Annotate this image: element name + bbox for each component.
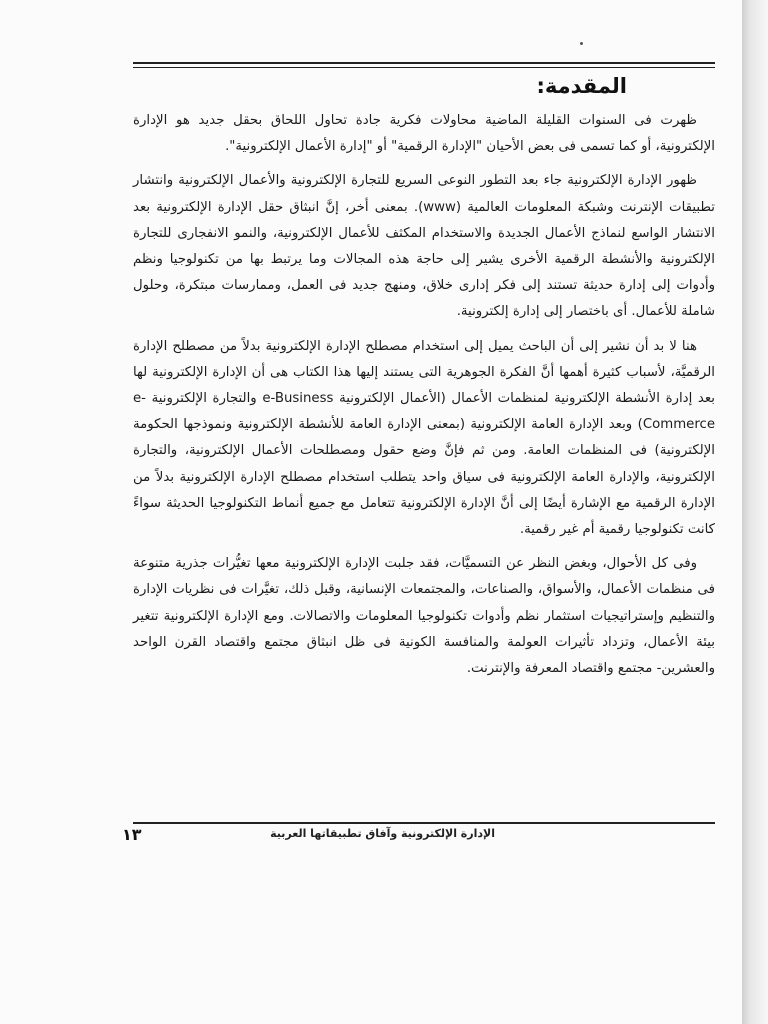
- body-text: [133, 108, 715, 690]
- speck: [580, 42, 583, 45]
- paragraph-3: هنا لا بد أن نشير إلى أن الباحث يميل إلى استخدام مصطلح الإدارة الإلكترونية بدلاً من مصطلح الإدارة الرقميَّة، لأسباب كثيرة أهمها أنَّ الفكرة الجوهرية التى يستند إليها هذا الكتاب هى أن الإدارة الإلكترونية لها بعد إدارة الأنشطة الإلكترونية لمنظمات الأعمال (الأعمال الإلكترونية e-Business والتجارة الإلكترونية e- Commerce) وبعد الإدارة العامة الإلكترونية (بمعنى الإدارة العامة للأنشطة الإلكترونية ونموذجها الحكومة الإلكترونية) فى المنظمات العامة. ومن ثم فإنَّ وضع حقول ومصطلحات الأعمال الإلكترونية، والتجارة الإلكترونية، والإدارة العامة الإلكترونية فى سياق واحد يتطلب استخدام مصطلح الإدارة الإلكترونية بدلاً من الإدارة الرقمية مع الإشارة أيضًا إلى أنَّ الإدارة الإلكترونية تتعامل مع جميع أنماط التكنولوجيا الحديثة سواءً كانت تكنولوجيا رقمية أم غير رقمية.: [133, 338, 715, 538]
- header-rule-thin: [133, 67, 715, 68]
- running-footer-title: الإدارة الإلكترونية وآفاق تطبيقاتها العربية: [270, 827, 495, 840]
- paragraph-4: وفى كل الأحوال، وبغض النظر عن التسميَّات، فقد جلبت الإدارة الإلكترونية معها تغيُّرات جذرية متنوعة فى منظمات الأعمال، والأسواق، والصناعات، والمجتمعات الإنسانية، وقبل ذلك، تغيَّرات فى نظريات الإدارة والتنظيم وإستراتيجيات استثمار نظم وأدوات تكنولوجيا المعلومات والاتصالات. ومع الإدارة الإلكترونية تتغير بيئة الأعمال، وتزداد تأثيرات العولمة والمنافسة الكونية فى ظل انبثاق مجتمع واقتصاد القرن الواحد والعشرين- مجتمع واقتصاد المعرفة والإنترنت.: [133, 556, 715, 677]
- page-edge-shadow: [742, 0, 768, 1024]
- section-heading: المقدمة:: [536, 74, 627, 98]
- paragraph-2: ظهور الإدارة الإلكترونية جاء بعد التطور النوعى السريع للتجارة الإلكترونية والأعمال الإلكترونية وانتشار تطبيقات الإنترنت وشبكة المعلومات العالمية (www). بمعنى أخر، إنَّ انبثاق حقل الإدارة الإلكترونية بعد الانتشار الواسع لنماذج الأعمال الجديدة والاستخدام المكثف للأعمال الإلكترونية، والنمو الانفجارى للتجارة الإلكترونية والأنشطة الرقمية الأخرى يشير إلى حاجة هذه المجالات وما يرتبط بها من تكنولوجيا ونظم وأدوات إلى إدارة حديثة تستند إلى فكر إدارى خلاق، ومنهج جديد فى العمل، وممارسات مبتكرة، وحلول شاملة للأعمال. أى باختصار إلى إدارة إلكترونية.: [133, 173, 715, 320]
- page-number: ١٣: [122, 825, 142, 844]
- paragraph-1: ظهرت فى السنوات القليلة الماضية محاولات فكرية جادة تحاول اللحاق بحقل جديد هو الإدارة الإلكترونية، أو كما تسمى فى بعض الأحيان "الإدارة الرقمية" أو "إدارة الأعمال الإلكترونية".: [133, 113, 715, 155]
- header-rule: [133, 62, 715, 64]
- footer-rule: [133, 822, 715, 824]
